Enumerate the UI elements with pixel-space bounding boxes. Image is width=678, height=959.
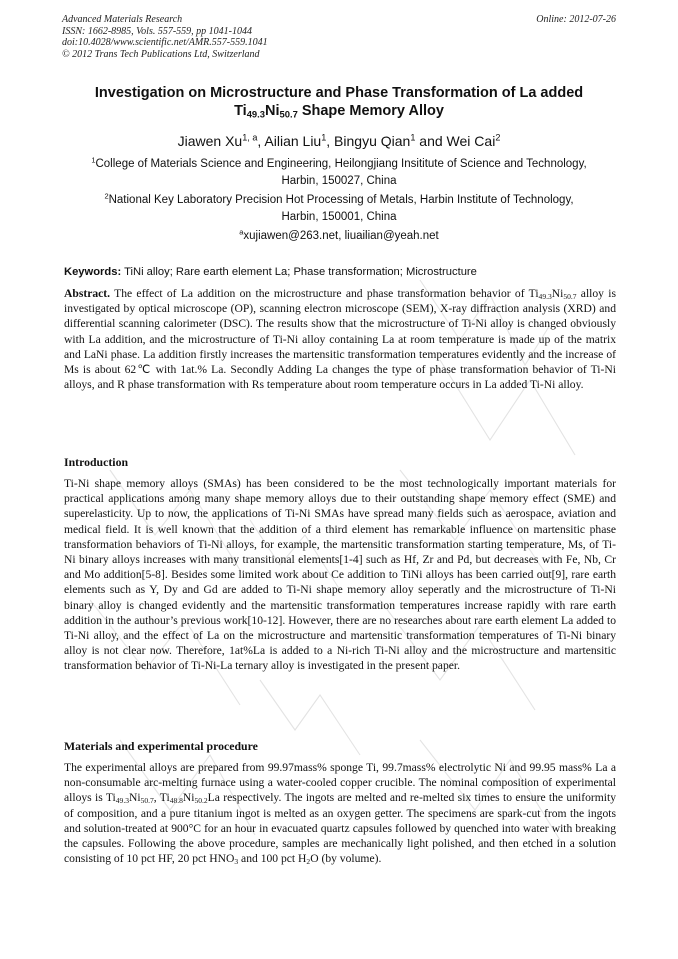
author-name: , Ailian Liu (257, 133, 322, 149)
author-list: Jiawen Xu$^{1, a}$, Ailian Liu$^1$, Bingyu Qian$^1$ and Wei Cai$^2$ (177, 132, 501, 149)
introduction-heading: Introduction (64, 455, 129, 469)
journal-header (62, 14, 616, 60)
abstract: Abstract. The effect of La addition on the microstructure and phase transformation behavior of $Ti_{49.3}Ni_{50.7}$ alloy is investigated by optical microscope (OP), scanning electron microscope (SEM), X-ray diffraction analysis (XRD) and differential scanning calorimeter (DSC). The results show that the microstructure of Ti-Ni alloy is changed obviously with La addition, and the microstructure of Ti-Ni alloy containing La at room temperature is made up of the matrix and LaNi phase. La addition firstly increases the martensitic transformation temperatures evidently and the increase of Ms is about 62℃ with 1at.% La. Secondly Adding La changes the type of phase transformation behavior of Ti-Ni alloys, and R phase transformation with Rs temperature about room temperature occurs in La added Ti-Ni alloy. (64, 287, 616, 392)
paper-title (60, 84, 618, 120)
affiliation-1: $^1$College of Materials Science and Engineering, Heilongjiang Insititute of Science and Technology, Harbin, 150027, China (91, 155, 587, 187)
keywords-label: Keywords: (64, 266, 122, 278)
materials-heading: Materials and experimental procedure (64, 739, 258, 753)
introduction-text: Ti-Ni shape memory alloys (SMAs) has been considered to be the most technologically important materials for practical applications among many shape memory alloys due to their outstanding shape memory effect (SME) and superelasticity. Up to now, the applications of Ti-Ni SMAs have spread many fields such as aerospace, aviation and medical field. It is well known that the addition of a third element has remarkable influence on martensitic phase transformation behaviors of Ti-Ni alloys, for example, the martensitic transformation starting temperature, Ms, of Ti-Ni binary alloys increases with many transitional elements[1-4] such as Hf, Zr and Pd, but decreases with Fe, Nb, Cr and Mo addition[5-8]. Besides some limited work about Ce addition to TiNi alloys has been carried out[9], rare earth elements such as Y, Dy and Gd are added to Ti-Ni shape memory alloy seperatly and the microstructure of Ti-Ni binary alloy is changed evidently and the martensitic transformation temperatures increase rapidly with rare earth addition in the authour’s previous work[10-12]. However, there are no researches about rare earth element La added to Ti-Ni alloy, and the effect of La on the microstructure and martensitic transformation temperatures of Ti-Ni binary alloy is not clear now. Therefore, 1at%La is added to a Ni-rich Ti-Ni alloy and the microstructure and martensitic transformation behavior of Ti-Ni-La ternary alloy is investigated in the present paper. (64, 477, 616, 673)
copyright-line: © 2012 Trans Tech Publications Ltd, Switzerland (62, 48, 260, 60)
author-name: and Wei Cai (415, 133, 496, 149)
author-name: , Bingyu Qian (326, 133, 411, 149)
journal-name: Advanced Materials Research (62, 14, 183, 25)
affiliation-2: $^2$National Key Laboratory Precision Hot Processing of Metals, Harbin Institute of Technology, Harbin, 150001, China (104, 191, 574, 223)
author-email: $^a$xujiawen@263.net, liuailian@yeah.net (239, 227, 439, 242)
keywords (64, 265, 618, 279)
issn-line: ISSN: 1662-8985, Vols. 557-559, pp 1041-1044 (62, 25, 252, 37)
doi-line: doi:10.4028/www.scientific.net/AMR.557-559.1041 (62, 37, 268, 48)
keywords-text: TiNi alloy; Rare earth element La; Phase transformation; Microstructure (121, 266, 477, 278)
title-line-1: Investigation on Microstructure and Phase Transformation of La added (94, 85, 584, 101)
abstract-label: Abstract. (64, 287, 111, 300)
author-name: Jiawen Xu (177, 133, 243, 149)
online-date: Online: 2012-07-26 (536, 14, 616, 25)
title-line-2: $Ti_{49.3}Ni_{50.7}$ Shape Memory Alloy (234, 103, 444, 120)
materials-text: The experimental alloys are prepared from 99.97mass% sponge Ti, 99.7mass% electrolytic Ni and 99.95 mass% La a non-consumable arc-melting furnace using a water-cooled copper crucible. The nominal composition of experimental alloys is $Ti_{49.3}Ni_{50.7}$, $Ti_{48.8}Ni_{50.2}La$ respectively. The ingots are melted and re-melted six times to ensure the uniformity of composition, and a pure titanium ingot is melted as an oxygen getter. The specimens are spark-cut from the ingots and solution-treated at 900°C for an hour in evacuated quartz capsules followed by quenched into water with breaking the capsules. Following the above procedure, samples are mechanically light polished, and then etched in a solution consisting of 10 pct HF, 20 pct $HNO_3$ and 100 pct $H_2O$ (by volume). (64, 761, 616, 867)
